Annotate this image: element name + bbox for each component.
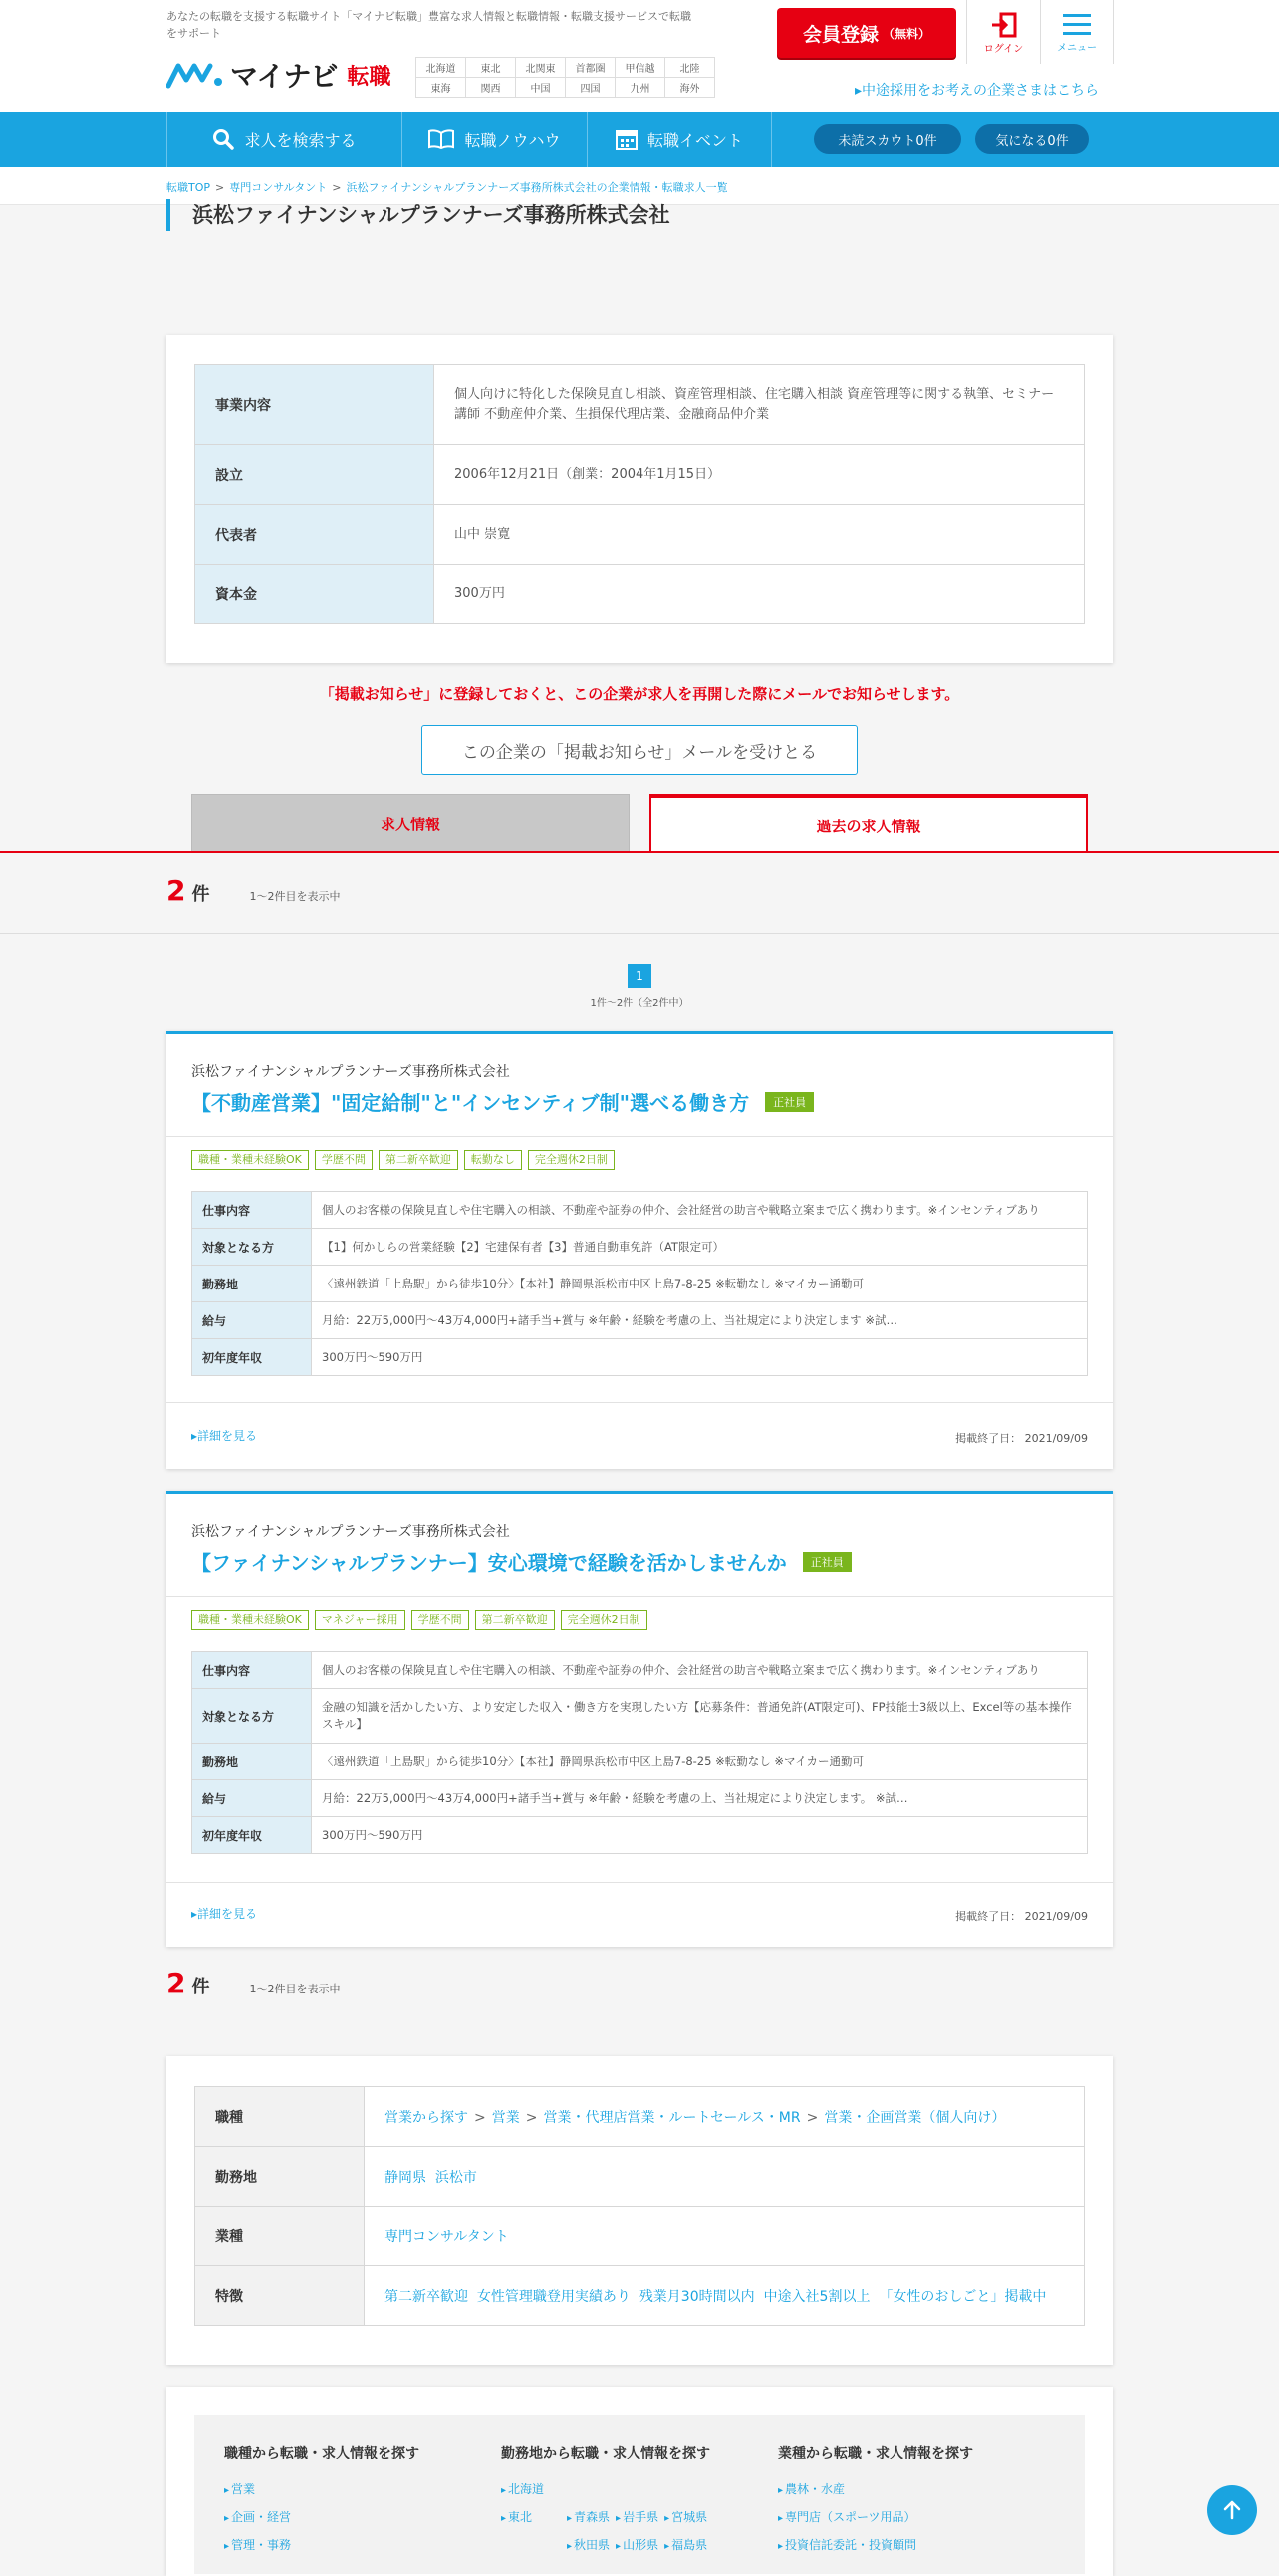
category-link[interactable]: 「女性のおしごと」掲載中 <box>879 2288 1047 2305</box>
company-info-table <box>194 364 1085 624</box>
breadcrumb-item[interactable]: 浜松ファイナンシャルプランナーズ事務所株式会社の企業情報・転職求人一覧 <box>346 181 728 194</box>
job-row-value: 【1】何かしらの営業経験【2】宅建保有者【3】普通自動車免許（AT限定可） <box>312 1229 1088 1266</box>
category-link[interactable]: 残業月30時間以内 <box>639 2288 755 2305</box>
job-title-link[interactable] <box>191 1087 814 1116</box>
footer-col-industry <box>778 2443 1055 2552</box>
info-label: 設立 <box>195 445 434 505</box>
job-detail-link[interactable]: ▸詳細を見る <box>191 1907 258 1921</box>
feature-links <box>365 2266 1085 2326</box>
footer-link[interactable]: ▸ 専門店（スポーツ用品） <box>778 2504 1055 2532</box>
breadcrumb-item[interactable]: 専門コンサルタント <box>229 181 328 194</box>
job-row-label: 仕事内容 <box>192 1192 312 1229</box>
breadcrumb: 転職TOP > 専門コンサルタント > 浜松ファイナンシャルプランナーズ事務所株式会社の企業情報・転職求人一覧 <box>166 181 728 194</box>
count-unit: 件 <box>191 884 210 905</box>
register-sub: （無料） <box>883 26 931 41</box>
job-tag: 第二新卒歓迎 <box>475 1610 555 1630</box>
job-detail-link[interactable]: ▸詳細を見る <box>191 1429 258 1443</box>
job-title: 【不動産営業】"固定給制"と"インセンティブ制"選べる働き方 <box>191 1091 750 1115</box>
footer-link[interactable]: ▸ 営業 <box>224 2476 501 2504</box>
count-note: 1〜2件目を表示中 <box>249 890 341 903</box>
footer-col-location <box>501 2443 778 2552</box>
recruit-link[interactable]: ▸中途採用をお考えの企業さまはこちら <box>854 83 1099 99</box>
pagination-note: 1件〜2件（全2件中） <box>590 998 689 1009</box>
employment-badge: 正社員 <box>803 1552 852 1572</box>
footer-link[interactable]: ▸ 企画・経営 <box>224 2504 501 2532</box>
result-count <box>166 874 340 914</box>
count-unit: 件 <box>191 1977 210 1997</box>
region-link[interactable]: 四国 <box>566 78 616 98</box>
info-value: 個人向けに特化した保険見直し相談、資産管理相談、住宅購入相談 資産管理等に関する執筆、セミナー講師 不動産仲介業、生損保代理店業、金融商品仲介業 <box>434 365 1085 445</box>
job-tag: 職種・業種未経験OK <box>191 1150 309 1170</box>
count-number: 2 <box>166 874 186 907</box>
category-label: 職種 <box>195 2087 365 2147</box>
category-label: 業種 <box>195 2207 365 2266</box>
region-link[interactable]: 東北 <box>466 58 516 78</box>
job-tag: 転勤なし <box>464 1150 522 1170</box>
footer-link[interactable]: ▸ 山形県 <box>616 2532 658 2560</box>
job-detail-label: 詳細を見る <box>197 1907 258 1921</box>
job-tag: 完全週休2日制 <box>528 1150 615 1170</box>
page-title: 浜松ファイナンシャルプランナーズ事務所株式会社 <box>166 199 670 231</box>
employment-badge: 正社員 <box>765 1092 814 1112</box>
nav-events-label: 転職イベント <box>646 130 743 150</box>
footer-link[interactable]: ▸ 管理・事務 <box>224 2532 501 2560</box>
category-table <box>194 2086 1085 2326</box>
register-button[interactable] <box>777 8 956 58</box>
region-table <box>415 57 715 98</box>
mynavi-logo-icon <box>166 60 224 90</box>
count-note: 1〜2件目を表示中 <box>249 1983 341 1995</box>
menu-button[interactable] <box>1040 0 1114 64</box>
hamburger-icon <box>1061 11 1093 39</box>
region-link[interactable]: 北海道 <box>416 58 466 78</box>
job-row-label: 対象となる方 <box>192 1229 312 1266</box>
region-link[interactable]: 中国 <box>516 78 566 98</box>
job-tag: 学歴不問 <box>411 1610 469 1630</box>
footer-col-title: 業種から転職・求人情報を探す <box>778 2446 973 2461</box>
job-company: 浜松ファイナンシャルプランナーズ事務所株式会社 <box>191 1064 510 1080</box>
location-links <box>365 2147 1085 2207</box>
region-link[interactable]: 九州 <box>616 78 665 98</box>
pagination <box>166 964 1113 1009</box>
job-row-value: 月給：22万5,000円〜43万4,000円+諸手当+賞与 ※年齢・経験を考慮の上、当社規定により決定します。 ※試… <box>312 1780 1088 1817</box>
job-tag: 職種・業種未経験OK <box>191 1610 309 1630</box>
footer-link[interactable]: ▸ 岩手県 <box>616 2504 658 2532</box>
job-type-links: 営業から探す > 営業 > 営業・代理店営業・ルートセールス・MR > 営業・企画営業（個人向け） <box>365 2087 1085 2147</box>
footer-link[interactable]: ▸ 宮城県 <box>664 2504 707 2532</box>
scroll-to-top-button[interactable] <box>1207 2485 1257 2535</box>
arrow-up-icon <box>1221 2499 1243 2521</box>
category-link[interactable]: 女性管理職登用実績あり <box>476 2288 631 2305</box>
register-label: 会員登録 <box>802 23 879 46</box>
job-summary-table <box>191 1651 1088 1854</box>
job-row-value: 〈遠州鉄道「上島駅」から徒歩10分〉【本社】静岡県浜松市中区上島7-8-25 ※転勤なし ※マイカー通勤可 <box>312 1266 1088 1302</box>
site-logo[interactable] <box>166 58 390 92</box>
category-link[interactable]: 営業・企画営業（個人向け） <box>824 2109 1006 2126</box>
search-icon <box>212 128 234 150</box>
notice-subscribe-button[interactable]: この企業の「掲載お知らせ」メールを受けとる <box>421 725 858 775</box>
nav-knowhow[interactable] <box>401 112 587 167</box>
info-label: 事業内容 <box>195 365 434 445</box>
category-link[interactable]: 中途入社5割以上 <box>763 2288 871 2305</box>
nav-events[interactable] <box>587 112 772 167</box>
login-label: ログイン <box>983 43 1024 55</box>
job-detail-label: 詳細を見る <box>197 1429 258 1443</box>
site-tagline: あなたの転職を支援する転職サイト「マイナビ転職」豊富な求人情報と転職情報・転職支援サービスで転職をサポート <box>166 10 692 40</box>
login-icon <box>989 10 1019 40</box>
logo-text: マイナビ <box>230 60 338 93</box>
job-row-value: 金融の知識を活かしたい方、より安定した収入・働き方を実現したい方【応募条件：普通免許(AT限定可)、FP技能士3級以上、Excel等の基本操作スキル】 <box>312 1689 1088 1744</box>
job-row-label: 初年度年収 <box>192 1339 312 1376</box>
scout-button[interactable]: 未読スカウト0件 <box>814 124 961 154</box>
category-link[interactable]: 営業・代理店営業・ルートセールス・MR <box>543 2109 801 2126</box>
job-row-label: 給与 <box>192 1780 312 1817</box>
result-count-bottom <box>166 1967 340 2006</box>
job-tag: マネジャー採用 <box>315 1610 405 1630</box>
book-icon <box>428 129 454 149</box>
category-label: 勤務地 <box>195 2147 365 2207</box>
logo-sub: 転職 <box>347 64 391 90</box>
category-link[interactable]: 営業 <box>491 2109 520 2126</box>
footer-link[interactable]: ▸ 農林・水産 <box>778 2476 1055 2504</box>
category-link[interactable]: 静岡県 <box>384 2169 426 2186</box>
notice-text: 「掲載お知らせ」に登録しておくと、この企業が求人を再開した際にメールでお知らせします。 <box>319 685 960 703</box>
category-link[interactable]: 浜松市 <box>434 2169 477 2186</box>
job-row-label: 対象となる方 <box>192 1689 312 1744</box>
nav-knowhow-label: 転職ノウハウ <box>464 130 561 150</box>
global-nav <box>0 112 1279 167</box>
region-link[interactable]: 甲信越 <box>616 58 665 78</box>
job-tag: 第二新卒歓迎 <box>379 1150 458 1170</box>
company-info-card <box>166 335 1113 663</box>
job-row-label: 勤務地 <box>192 1266 312 1302</box>
job-tags <box>191 1150 615 1170</box>
footer-link[interactable]: ▸ 投資信託委託・投資顧問 <box>778 2532 1055 2560</box>
tab-current-jobs[interactable]: 求人情報 <box>191 794 630 853</box>
job-tag: 完全週休2日制 <box>561 1610 647 1630</box>
category-link[interactable]: 営業から探す <box>384 2109 468 2126</box>
job-row-label: 初年度年収 <box>192 1817 312 1854</box>
menu-label: メニュー <box>1057 42 1097 54</box>
info-value: 山中 崇寛 <box>434 505 1085 565</box>
breadcrumb-item[interactable]: 転職TOP <box>166 181 211 194</box>
job-row-value: 月給：22万5,000円〜43万4,000円+諸手当+賞与 ※年齢・経験を考慮の上、当社規定により決定します ※試… <box>312 1302 1088 1339</box>
footer-sub-links <box>501 2504 778 2532</box>
job-card <box>166 1031 1113 1469</box>
job-title: 【ファイナンシャルプランナー】安心環境で経験を活かしませんか <box>191 1551 787 1575</box>
divider <box>166 1596 1113 1597</box>
job-tag: 学歴不問 <box>315 1150 373 1170</box>
footer-col-title: 職種から転職・求人情報を探す <box>224 2446 419 2461</box>
job-row-value: 個人のお客様の保険見直しや住宅購入の相談、不動産や証券の仲介、会社経営の助言や戦略立案まで広く携わります。※インセンティブあり <box>312 1192 1088 1229</box>
job-end-date: 掲載終了日： 2021/09/09 <box>955 1432 1088 1445</box>
job-row-label: 給与 <box>192 1302 312 1339</box>
page-number[interactable]: 1 <box>628 964 651 988</box>
footer-link[interactable]: ▸ 北海道 <box>501 2476 778 2504</box>
job-row-value: 300万円～590万円 <box>312 1339 1088 1376</box>
footer-search-card <box>166 2387 1113 2576</box>
job-summary-table <box>191 1191 1088 1376</box>
job-card <box>166 1491 1113 1947</box>
tabs-underline <box>0 851 1279 853</box>
divider <box>166 1136 1113 1137</box>
region-link[interactable]: 北陸 <box>665 58 715 78</box>
tab-past-jobs[interactable]: 過去の求人情報 <box>649 794 1088 853</box>
footer-col-jobtype <box>224 2443 501 2552</box>
category-label: 特徴 <box>195 2266 365 2326</box>
footer-search-links <box>194 2415 1085 2574</box>
job-row-value: 個人のお客様の保険見直しや住宅購入の相談、不動産や証券の仲介、会社経営の助言や戦略立案まで広く携わります。※インセンティブあり <box>312 1652 1088 1689</box>
region-link[interactable]: 東海 <box>416 78 466 98</box>
region-link[interactable]: 首都圏 <box>566 58 616 78</box>
footer-link[interactable]: ▸ 秋田県 <box>567 2532 610 2560</box>
footer-col-title: 勤務地から転職・求人情報を探す <box>501 2446 710 2461</box>
industry-links <box>365 2207 1085 2266</box>
info-label: 代表者 <box>195 505 434 565</box>
footer-link[interactable]: ▸ 福島県 <box>664 2532 707 2560</box>
job-tags <box>191 1610 647 1630</box>
category-link[interactable]: 専門コンサルタント <box>384 2228 509 2245</box>
footer-link[interactable]: ▸ 東北 <box>501 2504 561 2532</box>
job-row-label: 仕事内容 <box>192 1652 312 1689</box>
login-button[interactable] <box>966 0 1040 64</box>
category-link[interactable]: 第二新卒歓迎 <box>384 2288 468 2305</box>
info-label: 資本金 <box>195 565 434 624</box>
job-row-label: 勤務地 <box>192 1744 312 1780</box>
region-link[interactable]: 海外 <box>665 78 715 98</box>
job-title-link[interactable] <box>191 1547 852 1576</box>
region-link[interactable]: 関西 <box>466 78 516 98</box>
divider <box>166 1882 1113 1883</box>
info-value: 300万円 <box>434 565 1085 624</box>
nav-search[interactable] <box>166 112 401 167</box>
count-number: 2 <box>166 1967 186 1999</box>
recruit-link-label: 中途採用をお考えの企業さまはこちら <box>862 83 1099 99</box>
divider <box>0 933 1279 934</box>
footer-sub-links <box>501 2532 778 2560</box>
job-end-date: 掲載終了日： 2021/09/09 <box>955 1910 1088 1923</box>
site-header <box>0 0 1279 112</box>
favorites-button[interactable]: 気になる0件 <box>975 124 1089 154</box>
nav-search-label: 求人を検索する <box>244 130 357 150</box>
job-company: 浜松ファイナンシャルプランナーズ事務所株式会社 <box>191 1524 510 1540</box>
job-row-value: 〈遠州鉄道「上島駅」から徒歩10分〉【本社】静岡県浜松市中区上島7-8-25 ※転勤なし ※マイカー通勤可 <box>312 1744 1088 1780</box>
category-info-card <box>166 2056 1113 2365</box>
calendar-icon <box>616 128 638 150</box>
info-value: 2006年12月21日（創業：2004年1月15日） <box>434 445 1085 505</box>
region-link[interactable]: 北関東 <box>516 58 566 78</box>
job-row-value: 300万円～590万円 <box>312 1817 1088 1854</box>
footer-link[interactable]: ▸ 青森県 <box>567 2504 610 2532</box>
divider <box>166 1402 1113 1403</box>
